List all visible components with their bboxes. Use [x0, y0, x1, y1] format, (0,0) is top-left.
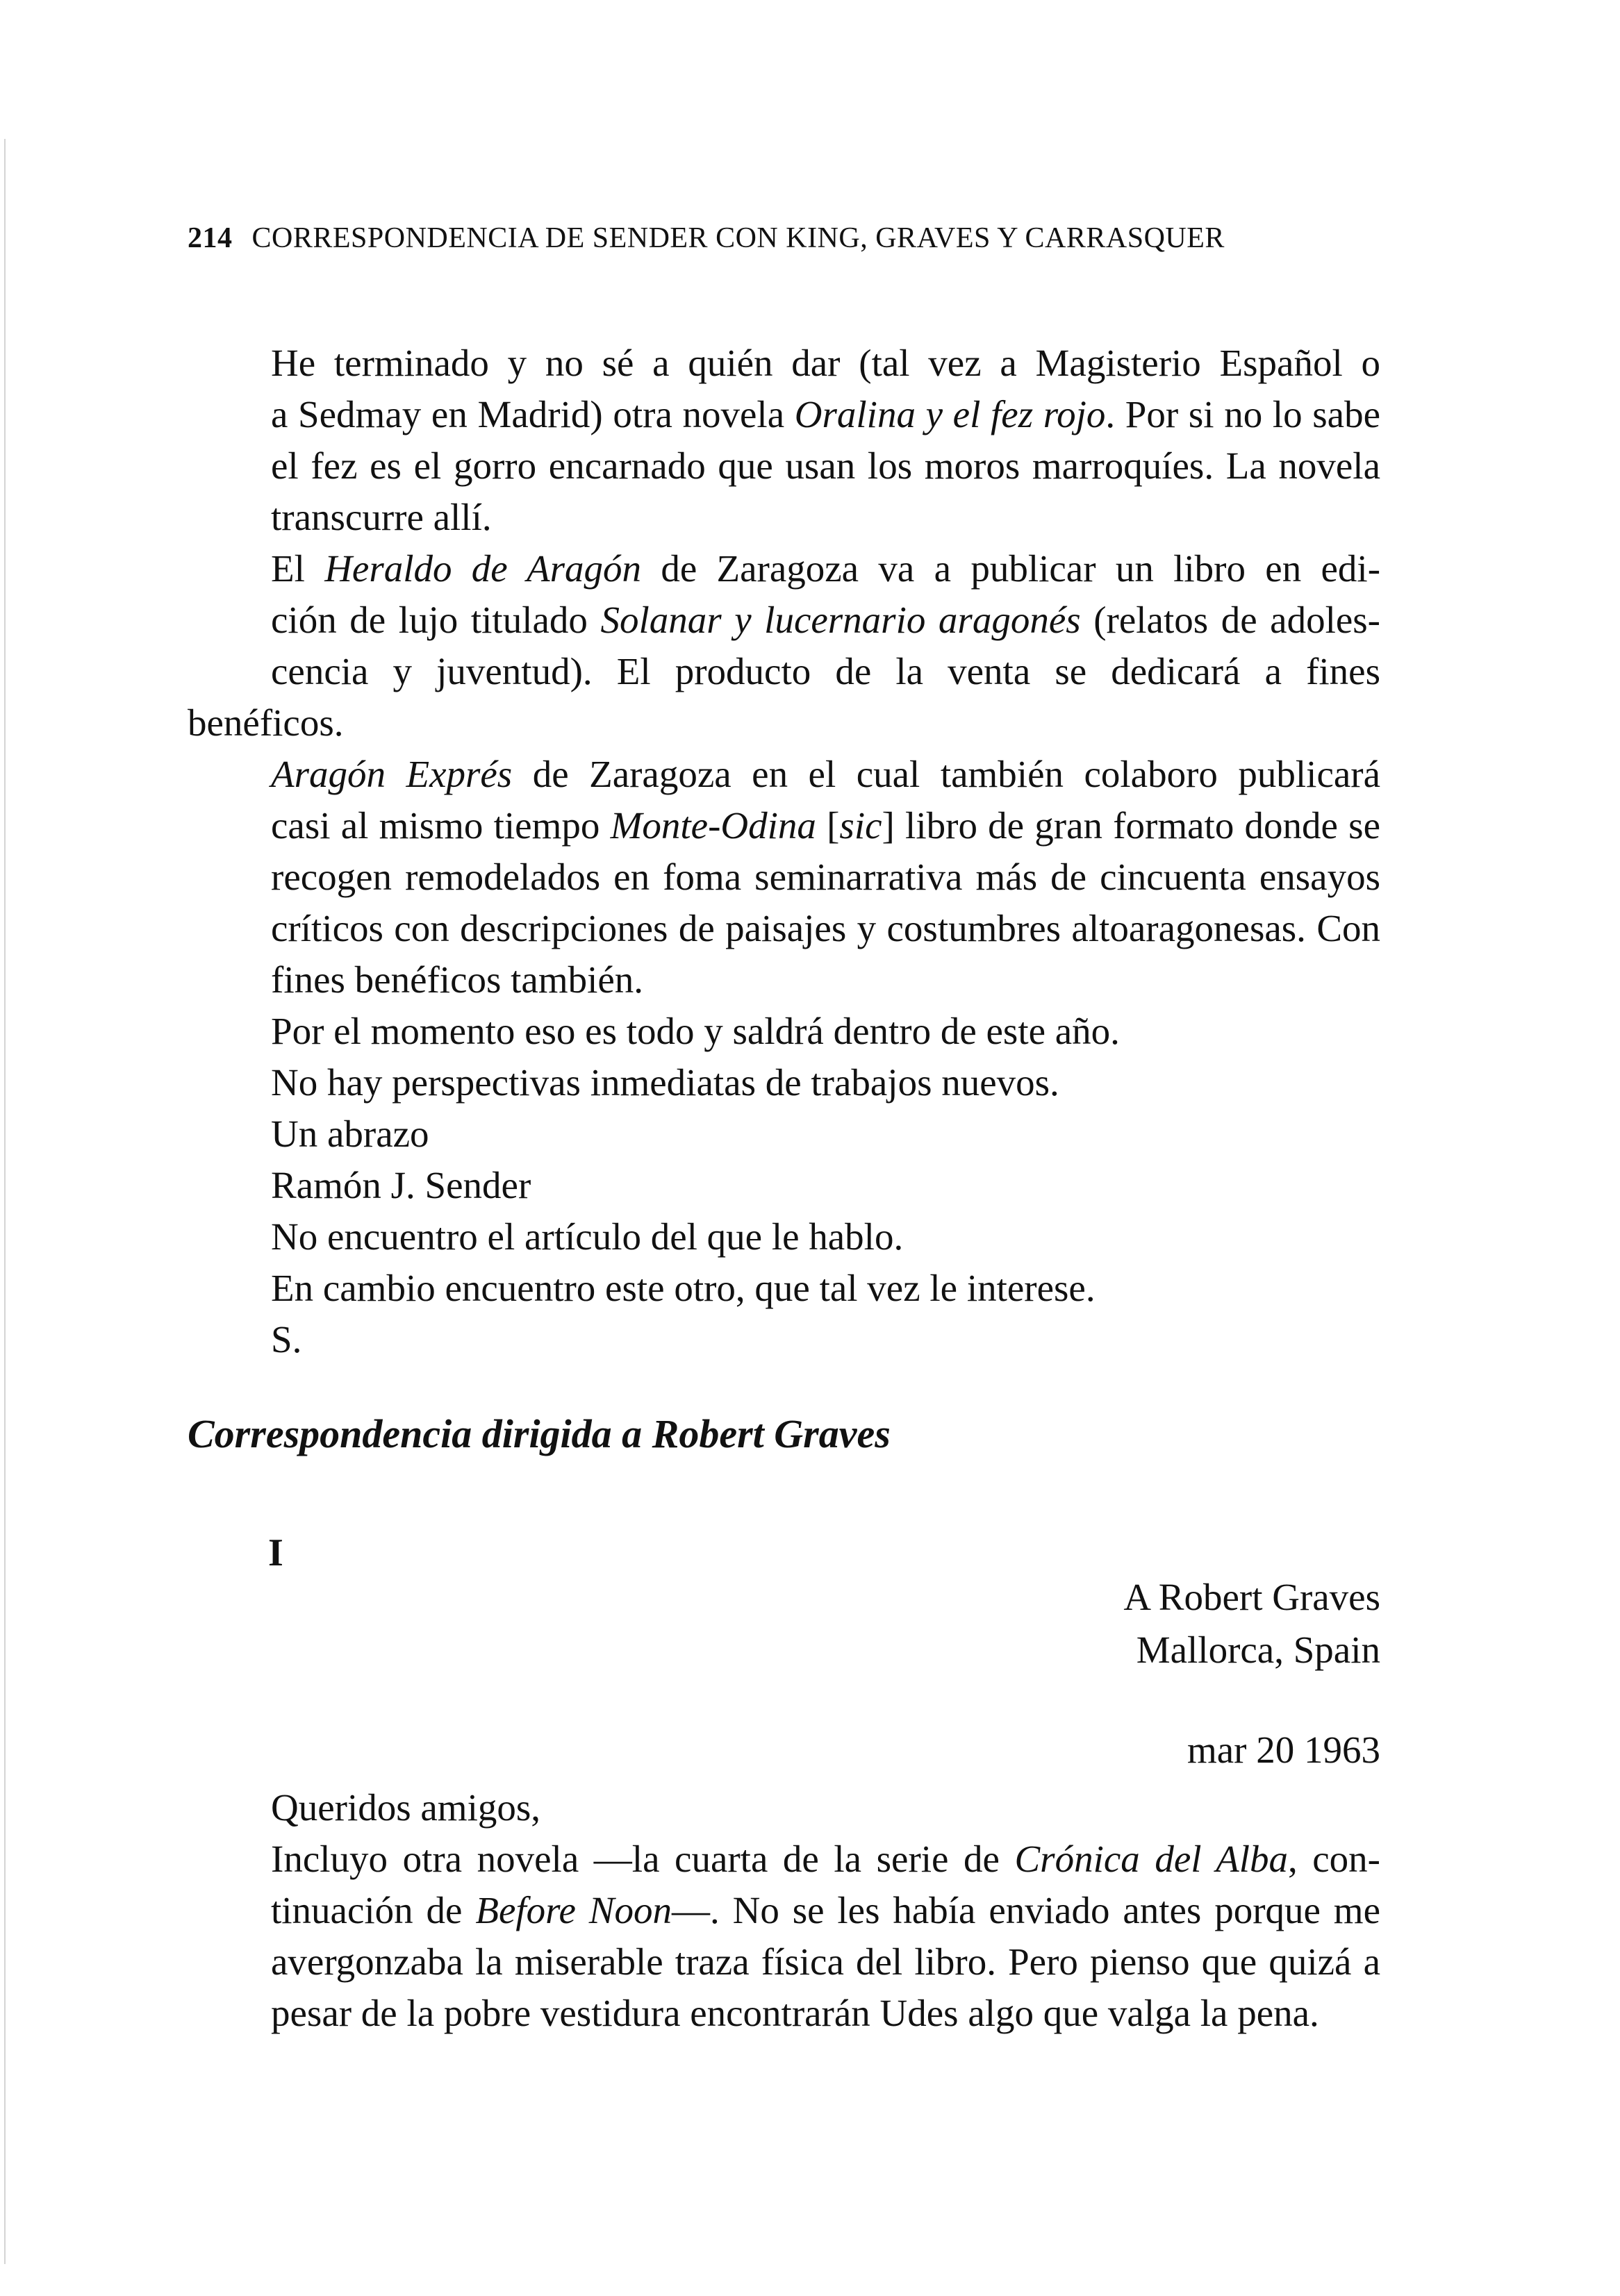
closing-line: No hay perspectivas inmediatas de trabajos nuevos.	[271, 1061, 1059, 1104]
sic-note: sic	[839, 804, 882, 847]
newspaper-title: Heraldo de Aragón	[324, 547, 642, 590]
text-line	[188, 389, 1380, 440]
text-line	[188, 1885, 1380, 1936]
letter-one-body	[188, 1782, 1380, 2039]
letter-date: mar 20 1963	[1187, 1729, 1380, 1771]
series-title: Crónica del Alba	[1014, 1838, 1288, 1880]
postscript-line: No encuentro el artículo del que le hablo.	[271, 1215, 904, 1258]
text-line: críticos con descripciones de paisajes y costumbres altoaragonesas. Con	[271, 907, 1380, 949]
running-title: CORRESPONDENCIA DE SENDER CON KING, GRAVES Y CARRASQUER	[251, 222, 1225, 254]
text-line: cencia y juventud). El producto de la venta se dedicará a fines benéficos.	[188, 650, 1380, 744]
recipient-address	[1123, 1571, 1380, 1677]
book-title: Before Noon	[475, 1889, 672, 1931]
text-span: de Zaragoza en el cual también colaboro publicará	[512, 753, 1380, 795]
running-head	[188, 224, 1225, 253]
text-line	[188, 543, 1380, 594]
text-span: ] libro de gran formato donde se	[882, 804, 1380, 847]
closing-line: Por el momento eso es todo y saldrá dentro de este año.	[271, 1010, 1120, 1052]
signature: Ramón J. Sender	[271, 1164, 531, 1206]
section-heading: Correspondencia dirigida a Robert Graves	[188, 1411, 891, 1456]
text-span: ción de lujo titulado	[271, 599, 601, 641]
text-line: transcurre allí.	[271, 496, 492, 538]
letter-continuation	[188, 338, 1380, 1365]
newspaper-title: Aragón Exprés	[271, 753, 513, 795]
text-span: tinuación de	[271, 1889, 476, 1931]
text-line: He terminado y no sé a quién dar (tal vez a Magisterio Español o	[271, 342, 1380, 384]
paragraph-2	[188, 543, 1380, 749]
book-title: Solanar y lucernario aragonés	[600, 599, 1081, 641]
text-line: recogen remodelados en foma seminarrativa más de cincuenta ensayos	[271, 856, 1380, 898]
page-edge-line	[4, 139, 6, 2264]
letter-number: I	[268, 1531, 283, 1574]
book-title: Monte-Odina	[610, 804, 816, 847]
text-span: casi al mismo tiempo	[271, 804, 611, 847]
postscript-initial: S.	[271, 1318, 302, 1361]
paragraph-3	[188, 749, 1380, 1006]
text-line: pesar de la pobre vestidura encontrarán Udes algo que valga la pena.	[271, 1992, 1319, 2034]
paragraph-4	[188, 1833, 1380, 2039]
text-span: (relatos de adoles-	[1080, 599, 1380, 641]
text-line	[188, 749, 1380, 800]
text-line: el fez es el gorro encarnado que usan los moros marroquíes. La novela	[271, 444, 1380, 487]
book-title: Oralina y el fez rojo	[794, 393, 1106, 435]
text-line	[188, 594, 1380, 646]
text-line: avergonzaba la miserable traza física del libro. Pero pienso que quizá a	[271, 1940, 1380, 1983]
text-span: , con-	[1287, 1838, 1381, 1880]
page-number: 214	[188, 222, 233, 254]
text-span: El	[271, 547, 325, 590]
postscript-line: En cambio encuentro este otro, que tal vez le interese.	[271, 1267, 1096, 1309]
text-span: de Zaragoza va a publicar un libro en edi-	[641, 547, 1381, 590]
text-line: fines benéficos también.	[271, 958, 644, 1001]
text-line	[188, 800, 1380, 851]
address-line: Mallorca, Spain	[1136, 1629, 1380, 1671]
text-span: a Sedmay en Madrid) otra novela	[271, 393, 795, 435]
text-span: . Por si no lo sabe	[1105, 393, 1381, 435]
closing-block	[188, 1006, 1380, 1365]
text-span: —. No se les había enviado antes porque me	[671, 1889, 1380, 1931]
greeting: Queridos amigos,	[271, 1786, 541, 1829]
address-line: A Robert Graves	[1123, 1576, 1380, 1618]
paragraph-1	[188, 338, 1380, 543]
text-span: [	[816, 804, 840, 847]
text-span: Incluyo otra novela —la cuarta de la serie de	[271, 1838, 1015, 1880]
closing-line: Un abrazo	[271, 1113, 429, 1155]
text-line	[188, 1833, 1380, 1885]
